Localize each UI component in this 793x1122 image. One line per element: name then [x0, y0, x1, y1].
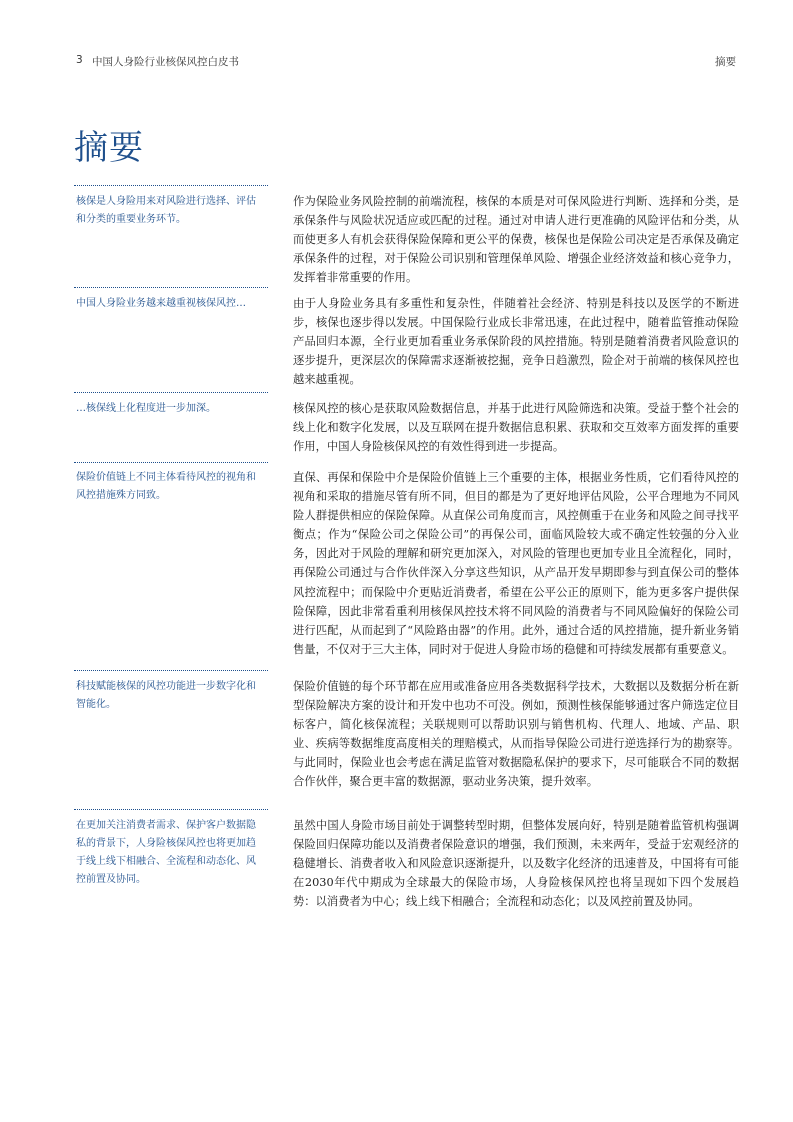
- section-divider: [74, 392, 268, 393]
- section-divider: [74, 809, 268, 810]
- section-body: 作为保险业务风险控制的前端流程，核保的本质是对可保风险进行判断、选择和分类，是承保条件与风险状况适应或匹配的过程。通过对申请人进行更准确的风险评估和分类，从而使更多人有机会获得保险保障和更公平的保费，核保也是保险公司决定是否承保及确定承保条件的过程，对于保险公司识别和管理保单风险、增强企业经济效益和核心竞争力，发挥着非常重要的作用。: [293, 195, 739, 285]
- section-divider: [74, 185, 268, 186]
- section-summary: 科技赋能核保的风控功能进一步数字化和智能化。: [76, 681, 256, 710]
- section-body: 保险价值链的每个环节都在应用或准备应用各类数据科学技术，大数据以及数据分析在新型保险解决方案的设计和开发中也功不可没。例如，预测性核保能够通过客户筛选定位目标客户，简化核保流程；关联规则可以帮助识别与销售机构、代理人、地域、产品、职业、疾病等数据维度高度相关的理赔模式，从而指导保险公司进行逆选择行为的勘察等。与此同时，保险业也会考虑在满足监管对数据隐私保护的要求下，尽可能联合不同的数据合作伙伴，聚合更丰富的数据源，驱动业务决策，提升效率。: [293, 680, 739, 789]
- section-body: 虽然中国人身险市场目前处于调整转型时期，但整体发展向好，特别是随着监管机构强调保险回归保障功能以及消费者保险意识的增强，我们预测，未来两年，受益于宏观经济的稳健增长、消费者收入和风险意识逐渐提升，以及数字化经济的迅速普及，中国将有可能在2030年代中期成为全球最大的保险市场，人身险核保风控也将呈现如下四个发展趋势：以消费者为中心；线上线下相融合；全流程和动态化；以及风控前置及协同。: [293, 819, 739, 909]
- page-header: [0, 52, 793, 74]
- section-summary: …核保线上化程度进一步加深。: [76, 403, 216, 414]
- section-divider: [74, 462, 268, 463]
- page-title: 摘要: [74, 128, 144, 168]
- section-label: 摘要: [715, 56, 736, 68]
- section-body: 直保、再保和保险中介是保险价值链上三个重要的主体，根据业务性质，它们看待风控的视角和采取的措施尽管有所不同，但目的都是为了更好地评估风险，公平合理地为不同风险人群提供相应的保险保障。从直保公司角度而言，风控侧重于在业务和风险之间寻找平衡点；作为“保险公司之保险公司”的再保公司，面临风险较大或不确定性较强的分入业务，因此对于风险的理解和研究更加深入，对风险的管理也更加专业且全流程化，同时，再保险公司通过与合作伙伴深入分享这些知识，从产品开发早期即参与到直保公司的整体风控流程中；而保险中介更贴近消费者，希望在公平公正的原则下，能为更多客户提供保险保障，因此非常看重利用核保风控技术将不同风险的消费者与不同风险偏好的保险公司进行匹配，从而起到了“风险路由器”的作用。此外，通过合适的风控措施，提升新业务销售量，不仅对于三大主体，同时对于促进人身险市场的稳健和可持续发展都有重要意义。: [293, 471, 739, 656]
- section-summary: 核保是人身险用来对风险进行选择、评估和分类的重要业务环节。: [76, 196, 256, 225]
- section-body: 由于人身险业务具有多重性和复杂性，伴随着社会经济、特别是科技以及医学的不断进步，核保也逐步得以发展。中国保险行业成长非常迅速，在此过程中，随着监管推动保险产品回归本源，全行业更加看重业务承保阶段的风控措施。特别是随着消费者风险意识的逐步提升，更深层次的保障需求逐渐被挖掘，竞争日趋激烈，险企对于前端的核保风控也越来越重视。: [293, 297, 739, 387]
- section-body: 核保风控的核心是获取风险数据信息，并基于此进行风险筛选和决策。受益于整个社会的线上化和数字化发展，以及互联网在提升数据信息积累、获取和交互效率方面发挥的重要作用，中国人身险核保风控的有效性得到进一步提高。: [293, 402, 739, 454]
- section-summary: 在更加关注消费者需求、保护客户数据隐私的背景下，人身险核保风控也将更加趋于线上线下相融合、全流程和动态化、风控前置及协同。: [76, 820, 256, 885]
- section-summary: 中国人身险业务越来越重视核保风控…: [76, 298, 246, 309]
- section-summary: 保险价值链上不同主体看待风控的视角和风控措施殊方同致。: [76, 472, 256, 501]
- page-number: 3: [76, 54, 83, 66]
- section-divider: [74, 670, 268, 671]
- section-divider: [74, 287, 268, 288]
- document-title: 中国人身险行业核保风控白皮书: [92, 56, 239, 68]
